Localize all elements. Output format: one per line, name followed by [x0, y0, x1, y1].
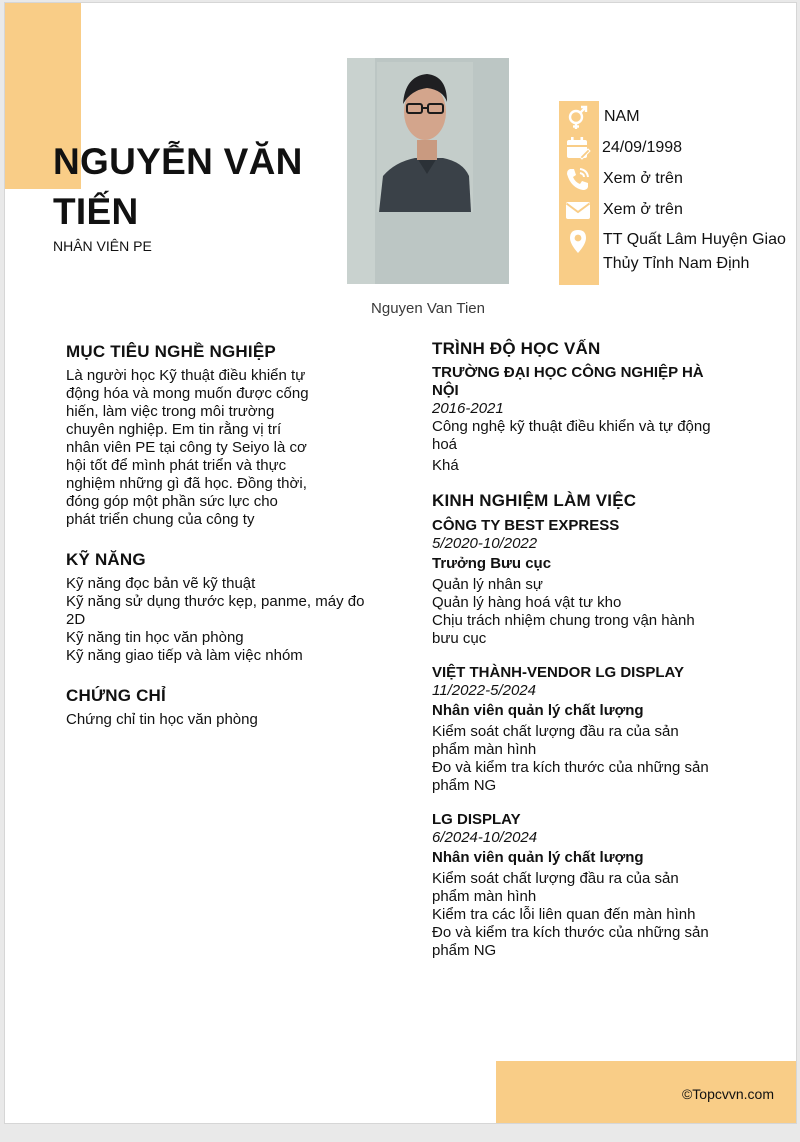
job-company: LG DISPLAY — [432, 811, 521, 828]
job-duty: Đo và kiểm tra kích thước của những sản — [432, 924, 709, 941]
job-period: 11/2022-5/2024 — [432, 682, 536, 699]
job-duty: phẩm màn hình — [432, 741, 537, 758]
job-period: 5/2020-10/2022 — [432, 535, 538, 552]
skill-item: Kỹ năng tin học văn phòng — [66, 629, 244, 646]
objective-title: MỤC TIÊU NGHỀ NGHIỆP — [66, 342, 276, 361]
objective-line: chuyên nghiệp. Em tin rằng vị trí — [66, 421, 282, 438]
job-duty: Quản lý hàng hoá vật tư kho — [432, 594, 622, 611]
contact-phone: Xem ở trên — [603, 170, 683, 187]
job-entry — [432, 517, 726, 648]
education-block — [432, 364, 726, 475]
photo-caption: Nguyen Van Tien — [371, 300, 485, 317]
candidate-name — [53, 137, 343, 237]
portrait-image — [347, 58, 509, 284]
job-position: Nhân viên quản lý chất lượng — [432, 849, 644, 866]
objective-line: đóng góp một phần sức lực cho — [66, 493, 278, 510]
objective-line: động hóa và mong muốn được cống — [66, 385, 309, 402]
skill-item: 2D — [66, 611, 86, 628]
job-duty: phẩm NG — [432, 777, 497, 794]
cv-page — [4, 2, 797, 1124]
gender-icon — [565, 104, 591, 130]
contact-address — [603, 228, 786, 276]
objective-line: Là người học Kỹ thuật điều khiển tự — [66, 367, 306, 384]
job-entry — [432, 811, 726, 960]
address-line-1: TT Quất Lâm Huyện Giao — [603, 231, 786, 248]
job-duty: phẩm NG — [432, 942, 497, 959]
school-name-line-2: NỘI — [432, 382, 459, 399]
contact-birthday: 24/09/1998 — [602, 139, 683, 156]
objective-line: hiến, làm việc trong môi trường — [66, 403, 275, 420]
job-duty: Kiểm soát chất lượng đầu ra của sản — [432, 723, 679, 740]
phone-icon — [565, 166, 591, 192]
skill-item: Kỹ năng giao tiếp và làm việc nhóm — [66, 647, 303, 664]
job-duty: Quản lý nhân sự — [432, 576, 543, 593]
contact-gender: NAM — [604, 108, 640, 125]
skill-item: Kỹ năng sử dụng thước kẹp, panme, máy đo — [66, 593, 365, 610]
job-entry — [432, 664, 726, 795]
objective-line: phát triển chung của công ty — [66, 511, 255, 528]
job-position: Trưởng Bưu cục — [432, 555, 552, 572]
envelope-icon — [565, 197, 591, 223]
footer-copyright: ©Topcvvn.com — [681, 1086, 774, 1102]
certificates-list — [66, 711, 258, 729]
job-period: 6/2024-10/2024 — [432, 829, 538, 846]
job-duty: Chịu trách nhiệm chung trong vận hành — [432, 612, 695, 629]
skills-title: KỸ NĂNG — [66, 550, 146, 569]
calendar-icon — [565, 135, 591, 161]
objective-line: nhân viên PE tại công ty Seiyo là cơ — [66, 439, 307, 456]
candidate-role: NHÂN VIÊN PE — [53, 238, 152, 254]
job-company: VIỆT THÀNH-VENDOR LG DISPLAY — [432, 664, 684, 681]
objective-line: hội tốt để mình phát triển và thực — [66, 457, 287, 474]
objective-text — [66, 367, 309, 529]
objective-line: nghiệm những gì đã học. Đồng thời, — [66, 475, 307, 492]
experience-title: KINH NGHIỆM LÀM VIỆC — [432, 491, 637, 510]
contact-email: Xem ở trên — [603, 201, 683, 218]
name-line-2: TIẾN — [53, 191, 139, 232]
certificates-title: CHỨNG CHỈ — [66, 686, 166, 705]
education-grade: Khá — [432, 457, 459, 474]
certificate-item: Chứng chỉ tin học văn phòng — [66, 711, 258, 728]
education-title: TRÌNH ĐỘ HỌC VẤN — [432, 339, 601, 358]
location-pin-icon — [565, 228, 591, 254]
education-major-line-1: Công nghệ kỹ thuật điều khiển và tự động — [432, 418, 711, 435]
job-duty: bưu cục — [432, 630, 487, 647]
school-name-line-1: TRƯỜNG ĐẠI HỌC CÔNG NGHIỆP HÀ — [432, 364, 704, 381]
address-line-2: Thủy Tỉnh Nam Định — [603, 255, 750, 272]
job-company: CÔNG TY BEST EXPRESS — [432, 517, 620, 534]
profile-photo — [347, 58, 509, 317]
job-position: Nhân viên quản lý chất lượng — [432, 702, 644, 719]
job-duty: Đo và kiểm tra kích thước của những sản — [432, 759, 709, 776]
skill-item: Kỹ năng đọc bản vẽ kỹ thuật — [66, 575, 256, 592]
footer-accent-block — [496, 1061, 796, 1123]
job-duty: Kiểm tra các lỗi liên quan đến màn hình — [432, 906, 696, 923]
job-duty: phẩm màn hình — [432, 888, 537, 905]
education-period: 2016-2021 — [432, 400, 504, 417]
skills-list — [66, 575, 364, 665]
education-major-line-2: hoá — [432, 436, 458, 453]
name-line-1: NGUYỄN VĂN — [53, 141, 303, 182]
job-duty: Kiểm soát chất lượng đầu ra của sản — [432, 870, 679, 887]
